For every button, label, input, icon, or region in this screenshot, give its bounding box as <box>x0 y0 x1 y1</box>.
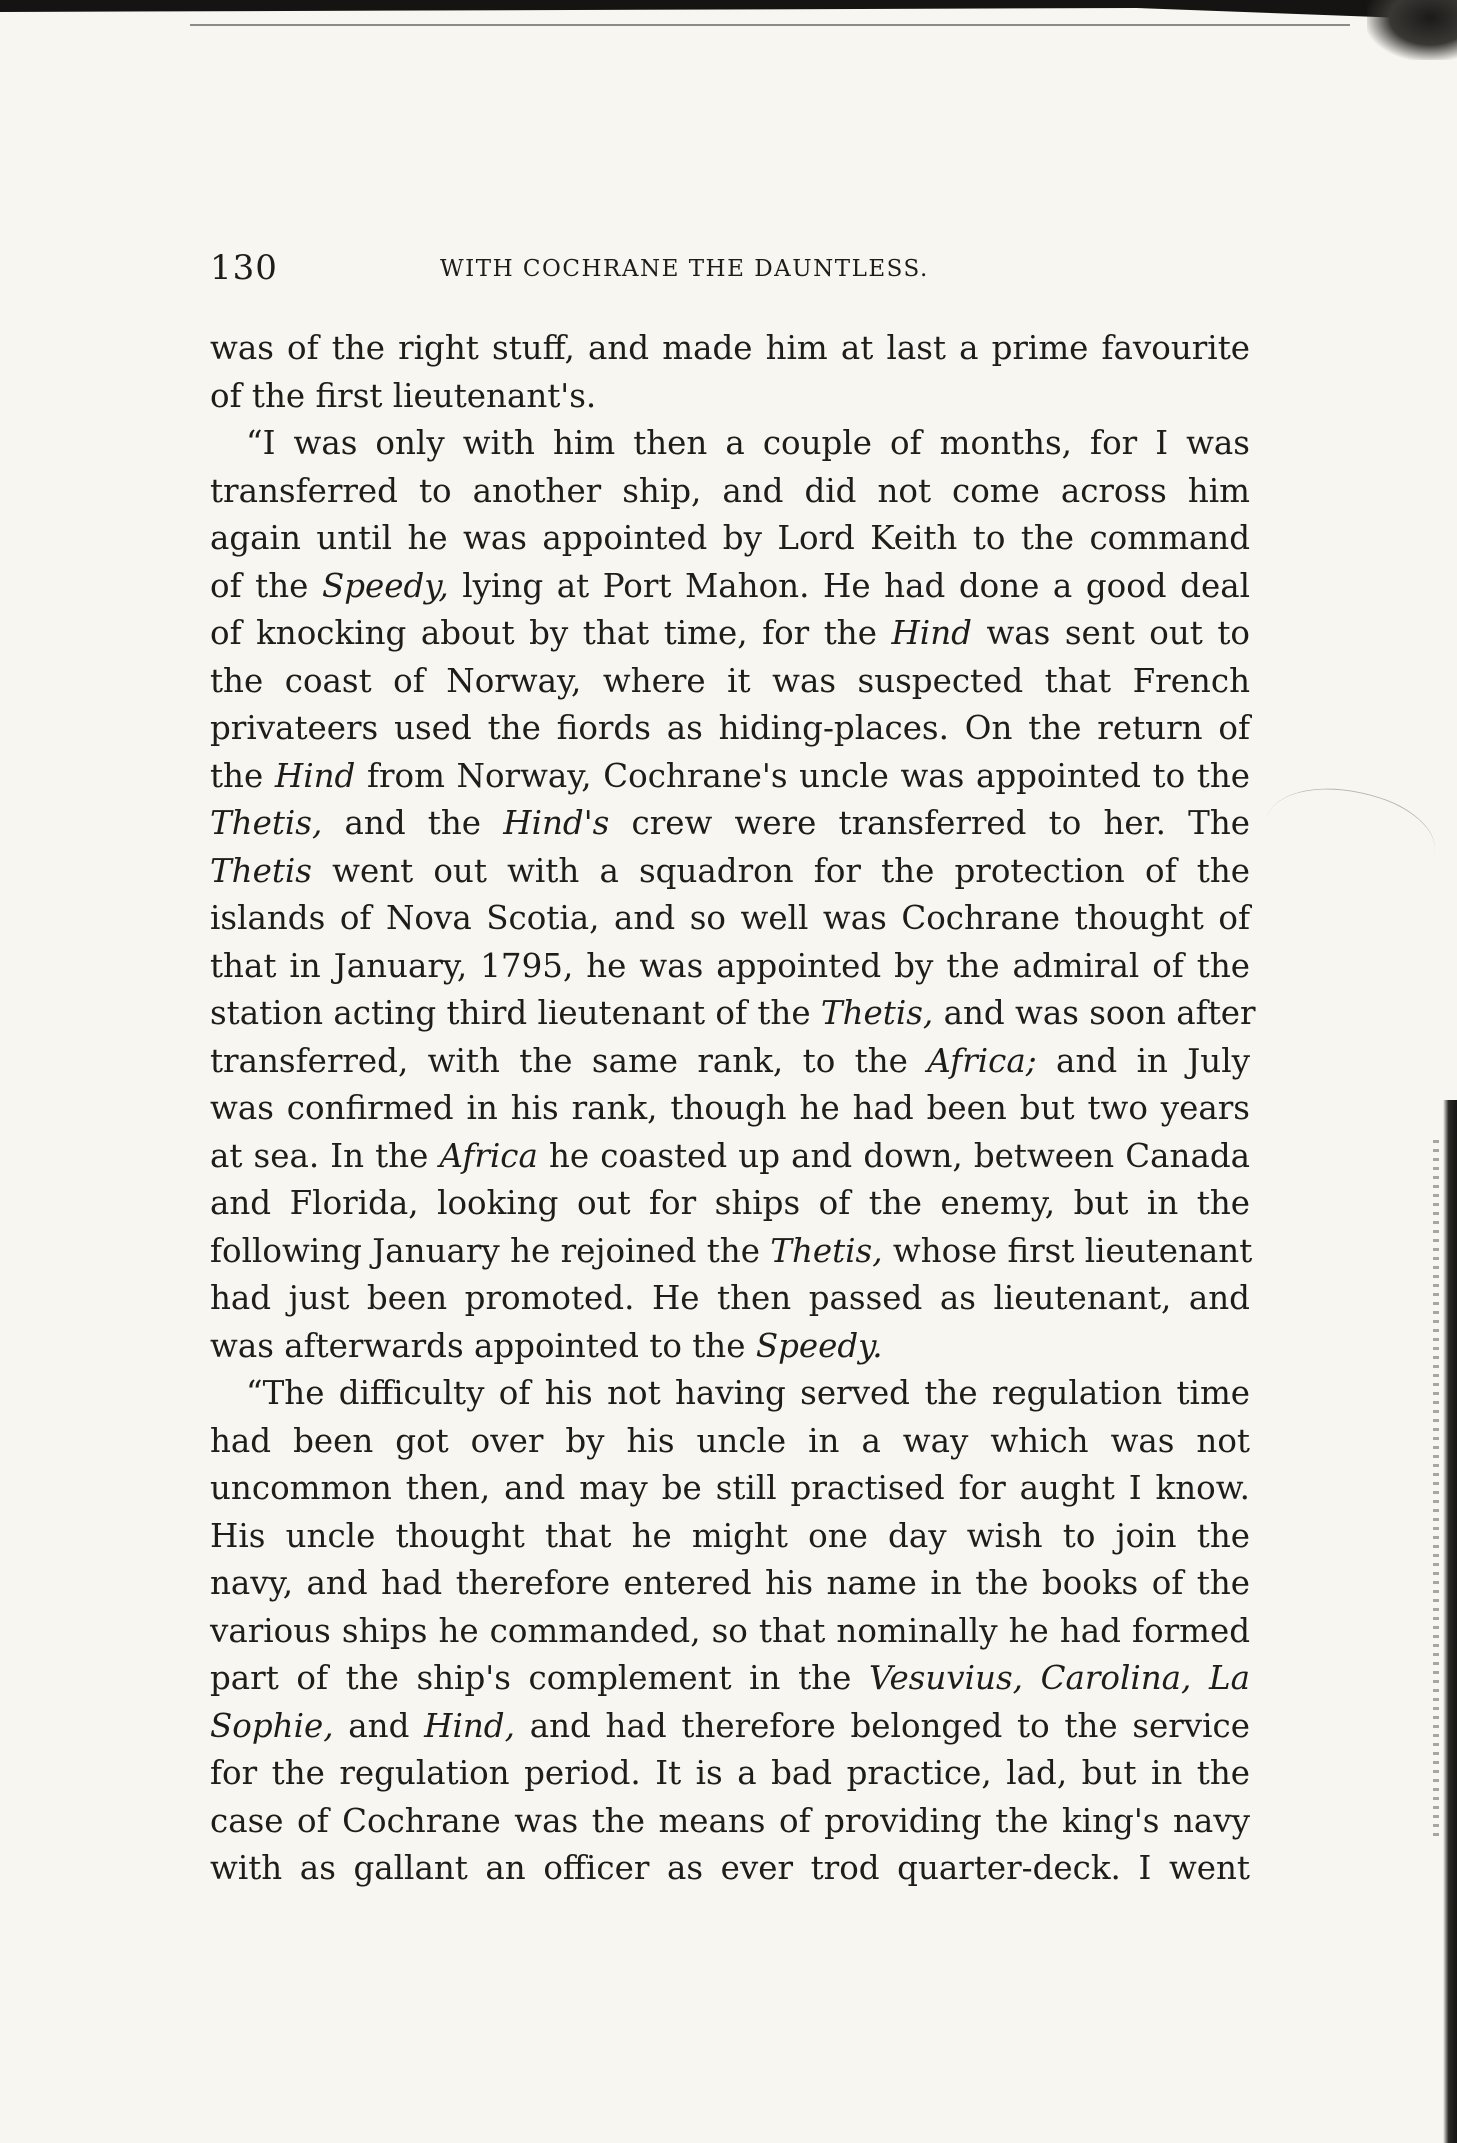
text-line: had been got over by his uncle in a way which was not <box>210 1421 1250 1460</box>
running-head <box>210 248 1250 298</box>
text-line: various ships he commanded, so that nominally he had formed <box>210 1611 1250 1650</box>
text-line: of the first lieutenant's. <box>210 376 597 415</box>
text-line: Sophie, and Hind, and had therefore belonged to the service <box>210 1706 1250 1745</box>
text-line: islands of Nova Scotia, and so well was Cochrane thought of <box>210 899 1250 937</box>
running-title: WITH COCHRANE THE DAUNTLESS. <box>440 256 929 282</box>
body-text <box>210 325 1256 1893</box>
text-line: that in January, 1795, he was appointed by the admiral of the <box>210 946 1250 985</box>
text-line: was confirmed in his rank, though he had been but two years <box>210 1089 1250 1127</box>
text-line: transferred, with the same rank, to the Africa; and in July <box>210 1041 1250 1080</box>
text-line: of knocking about by that time, for the Hind was sent out to <box>210 614 1250 652</box>
scan-top-edge <box>0 0 1457 20</box>
text-line: with as gallant an officer as ever trod quarter-deck. I went <box>210 1849 1250 1887</box>
text-line: again until he was appointed by Lord Keith to the command <box>210 519 1250 557</box>
text-line: was afterwards appointed to the Speedy. <box>210 1326 883 1365</box>
margin-pencil-mark <box>1255 766 1445 905</box>
text-line: privateers used the fiords as hiding-places. On the return of <box>210 709 1250 747</box>
text-line: case of Cochrane was the means of providing the king's navy <box>210 1801 1250 1840</box>
text-line: was of the right stuff, and made him at last a prime favourite <box>210 329 1250 367</box>
text-line: transferred to another ship, and did not come across him <box>210 471 1250 510</box>
scan-binding-specks <box>1433 1140 1439 1840</box>
text-line: at sea. In the Africa he coasted up and down, between Canada <box>210 1136 1251 1175</box>
text-line: the Hind from Norway, Cochrane's uncle was appointed to the <box>210 756 1251 795</box>
text-line: station acting third lieutenant of the Thetis, and was soon after <box>210 994 1256 1032</box>
text-line: Thetis went out with a squadron for the protection of the <box>210 851 1250 890</box>
text-line: Thetis, and the Hind's crew were transferred to her. The <box>210 804 1250 842</box>
text-line: the coast of Norway, where it was suspected that French <box>210 661 1250 700</box>
text-line: following January he rejoined the Thetis, whose first lieutenant <box>210 1231 1253 1270</box>
text-line: “I was only with him then a couple of months, for I was <box>246 424 1250 462</box>
text-line: and Florida, looking out for ships of the enemy, but in the <box>210 1184 1250 1222</box>
text-line: navy, and had therefore entered his name in the books of the <box>210 1564 1250 1602</box>
scan-top-line <box>190 24 1350 26</box>
scan-binding-edge <box>1443 1100 1457 2143</box>
text-line: part of the ship's complement in the Vesuvius, Carolina, La <box>210 1659 1250 1697</box>
scan-corner-smudge <box>1367 0 1457 60</box>
text-line: of the Speedy, lying at Port Mahon. He had done a good deal <box>210 566 1250 605</box>
text-line: His uncle thought that he might one day wish to join the <box>210 1516 1250 1555</box>
text-line: uncommon then, and may be still practised for aught I know. <box>210 1469 1250 1507</box>
page-number: 130 <box>210 248 278 288</box>
text-line: had just been promoted. He then passed as lieutenant, and <box>210 1279 1250 1317</box>
text-line: for the regulation period. It is a bad practice, lad, but in the <box>210 1754 1250 1792</box>
text-line: “The difficulty of his not having served the regulation time <box>246 1374 1250 1412</box>
